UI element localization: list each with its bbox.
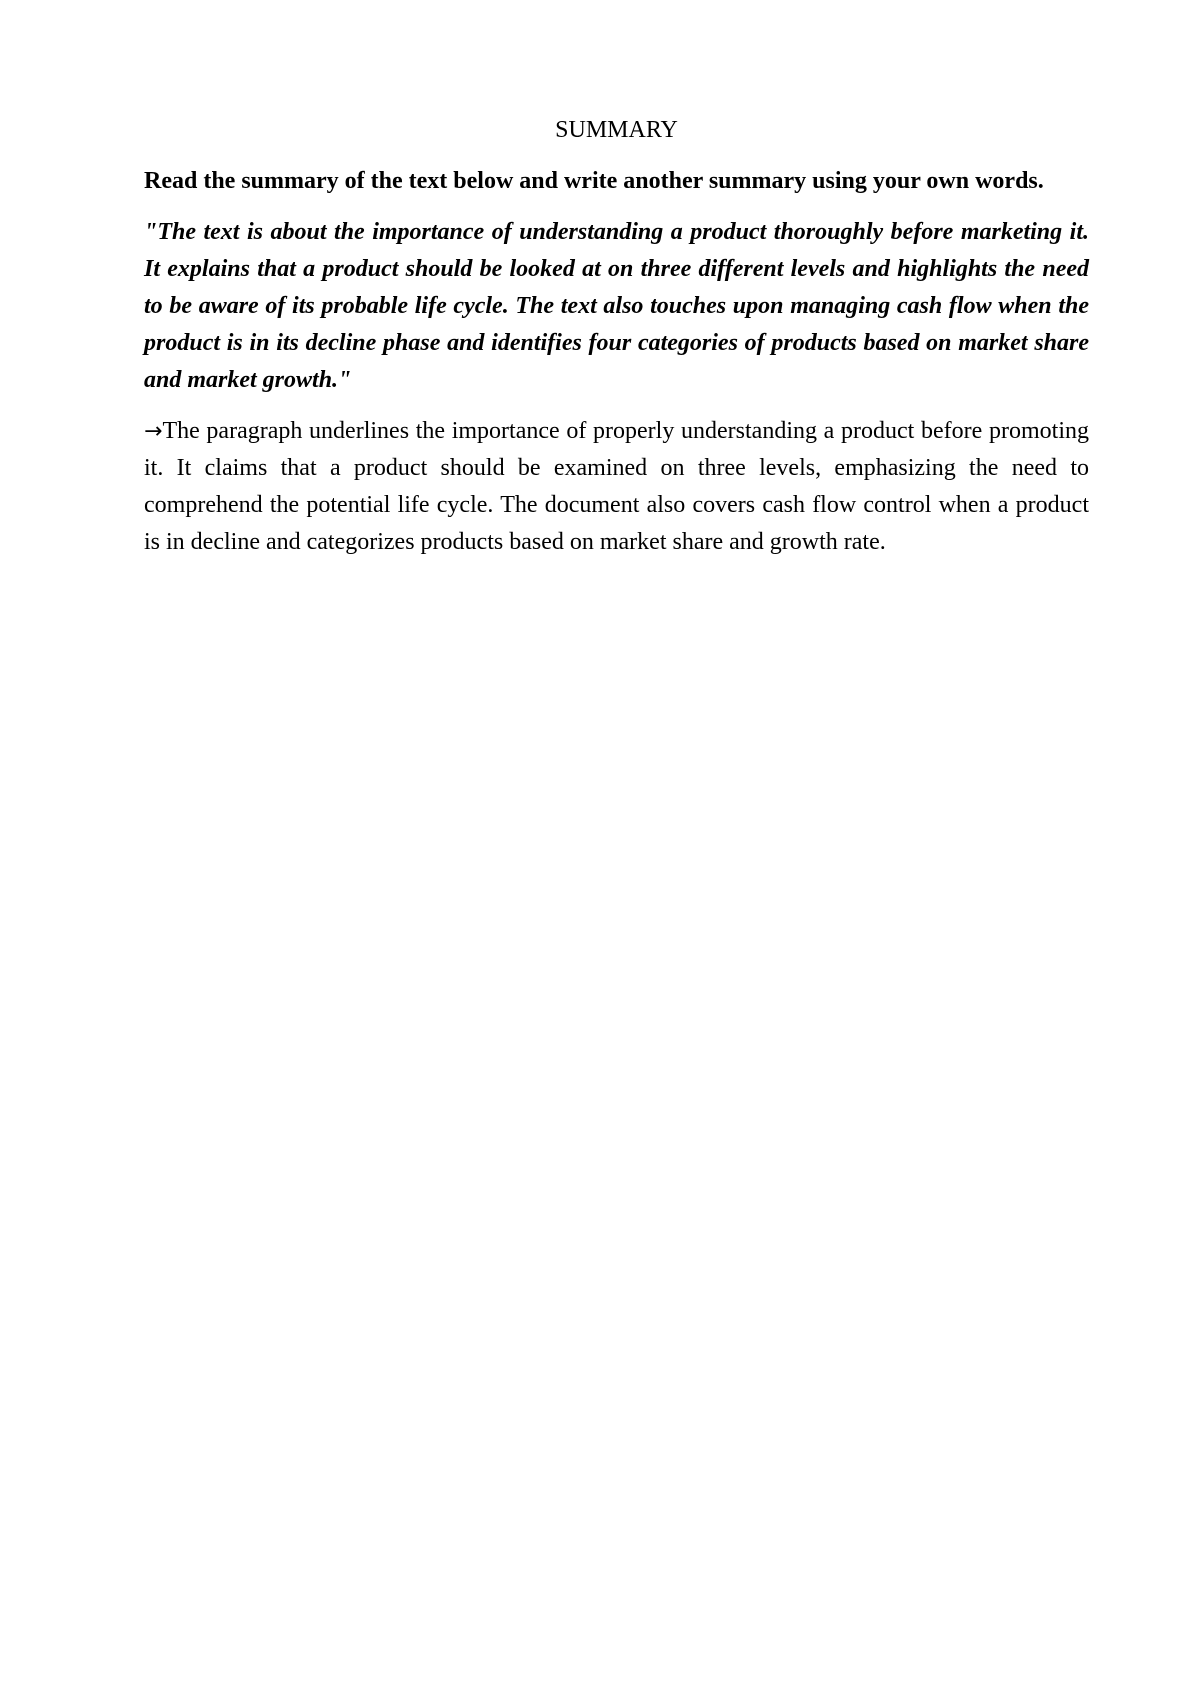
page-title: SUMMARY: [555, 117, 678, 143]
right-arrow-icon: →: [144, 419, 163, 444]
rewritten-summary-text: The paragraph underlines the importance of properly understanding a product before promoting it. It claims that a product should be examined on three levels, emphasizing the need to comprehend the potential life cycle. The document also covers cash flow control when a product is in decline and categorizes products based on market share and growth rate.: [144, 418, 1089, 555]
document-body: [144, 114, 1089, 561]
rewritten-summary: [144, 413, 1089, 561]
instruction-text: Read the summary of the text below and write another summary using your own words.: [144, 168, 1044, 194]
original-summary-quote: "The text is about the importance of understanding a product thoroughly before marketing it. It explains that a product should be looked at on three different levels and highlights the need to be aware of its probable life cycle. The text also touches upon managing cash flow when the product is in its decline phase and identifies four categories of products based on market share and market growth.": [144, 219, 1089, 393]
